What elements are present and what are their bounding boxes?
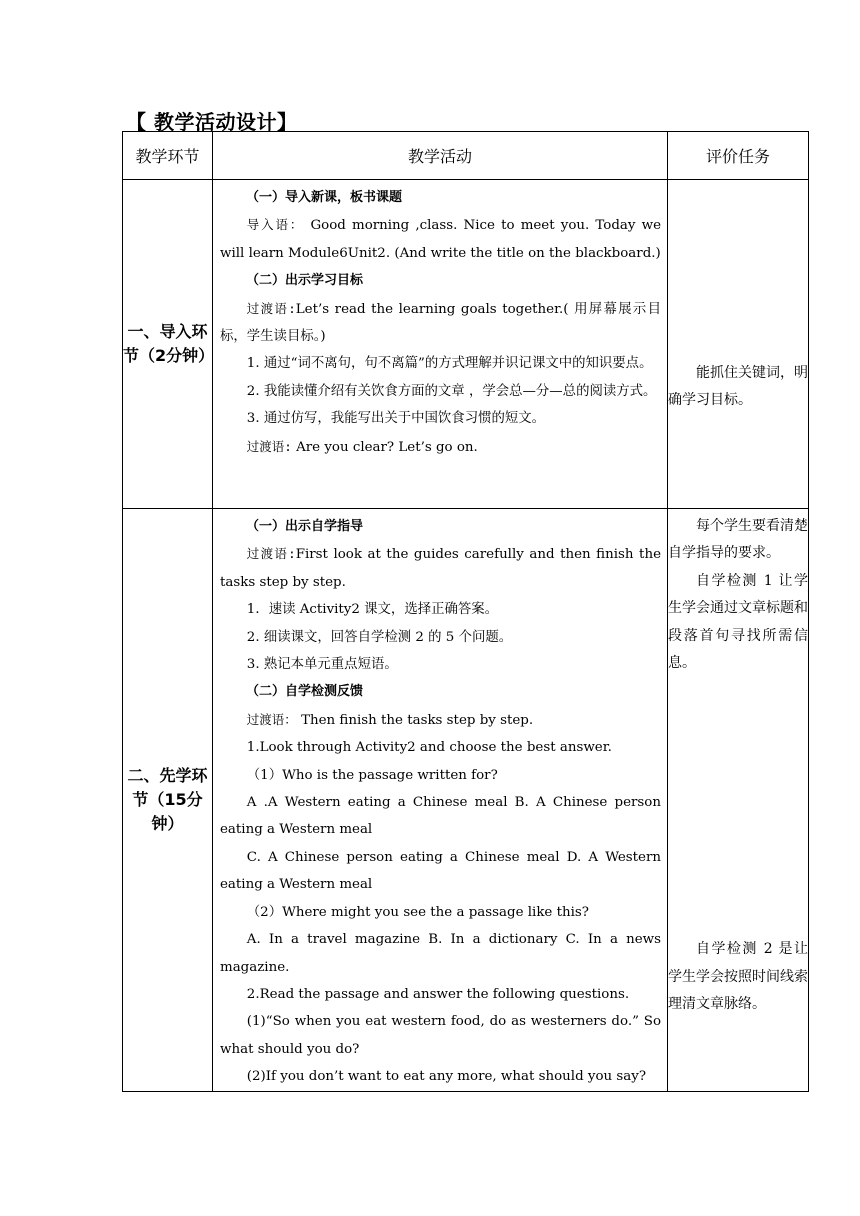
task-item: 1．速读 Activity2 课文，选择正确答案。 <box>246 602 499 618</box>
table-row <box>123 509 809 1092</box>
evaluation-text: 每个学生要看清楚自学指导的要求。 <box>668 518 808 562</box>
table-row <box>123 180 809 509</box>
stage-1-evaluation <box>668 180 809 509</box>
subheading: （二）出示学习目标 <box>246 273 364 289</box>
goal-item: 3. 通过仿写，我能写出关于中国饮食习惯的短文。 <box>246 411 546 427</box>
question: （2）Where might you see the a passage like this? <box>246 904 589 920</box>
paragraph: 过渡语:Let’s read the learning goals together.( 用屏幕展示目标，学生读目标。) <box>220 300 662 345</box>
goal-item: 2. 我能读懂介绍有关饮食方面的文章 ，学会总—分—总的阅读方式。 <box>246 383 657 399</box>
subheading: （一）导入新课，板书课题 <box>246 190 403 205</box>
stage-2-evaluation <box>668 509 809 1092</box>
stage-2-activity <box>213 509 668 1092</box>
evaluation-text: 自学检测 1 让学生学会通过文章标题和段落首句寻找所需信息。 <box>668 572 808 672</box>
header-stage: 教学环节 <box>123 132 213 180</box>
paragraph: 过渡语:First look at the guides carefully and then finish the tasks step by step. <box>220 546 661 590</box>
subheading: （一）出示自学指导 <box>246 519 364 534</box>
stage-1-activity <box>213 180 668 509</box>
paragraph: 导入语： Good morning ,class. Nice to meet you. Today we will learn Module6Unit2. (And write the title on the blackboard.) <box>220 217 661 261</box>
stage-2-name: 二、先学环节（15分钟） <box>123 509 213 1092</box>
question: (2)If you don’t want to eat any more, what should you say? <box>246 1069 647 1085</box>
stage-1-name: 一、导入环节（2分钟） <box>123 180 213 509</box>
header-evaluation: 评价任务 <box>668 132 809 180</box>
task-item: 2. 细读课文，回答自学检测 2 的 5 个问题。 <box>246 629 513 645</box>
question: （1）Who is the passage written for? <box>246 767 498 783</box>
answer-options: C. A Chinese person eating a Chinese meal D. A Western eating a Western meal <box>220 849 661 893</box>
activity-design-table <box>122 131 809 1092</box>
paragraph: 过渡语： Then finish the tasks step by step. <box>246 711 534 728</box>
subheading: （二）自学检测反馈 <box>246 684 364 700</box>
question: 2.Read the passage and answer the following questions. <box>246 986 630 1002</box>
header-activity: 教学活动 <box>213 132 668 180</box>
evaluation-text: 能抓住关键词，明确学习目标。 <box>668 365 808 409</box>
question: (1)“So when you eat western food, do as westerners do.” So what should you do? <box>220 1014 661 1057</box>
goal-item: 1. 通过“词不离句，句不离篇”的方式理解并识记课文中的知识要点。 <box>246 356 653 372</box>
task-item: 3. 熟记本单元重点短语。 <box>246 657 398 673</box>
answer-options: A .A Western eating a Chinese meal B. A Chinese person eating a Western meal <box>220 795 661 838</box>
table-header-row <box>123 132 809 180</box>
question: 1.Look through Activity2 and choose the best answer. <box>246 740 612 756</box>
answer-options: A. In a travel magazine B. In a dictionary C. In a news magazine. <box>220 932 661 975</box>
evaluation-text: 自学检测 2 是让学生学会按照时间线索理清文章脉络。 <box>668 941 808 1013</box>
paragraph: 过渡语: Are you clear? Let’s go on. <box>246 438 478 455</box>
section-heading: 【 教学活动设计】 <box>126 110 298 134</box>
